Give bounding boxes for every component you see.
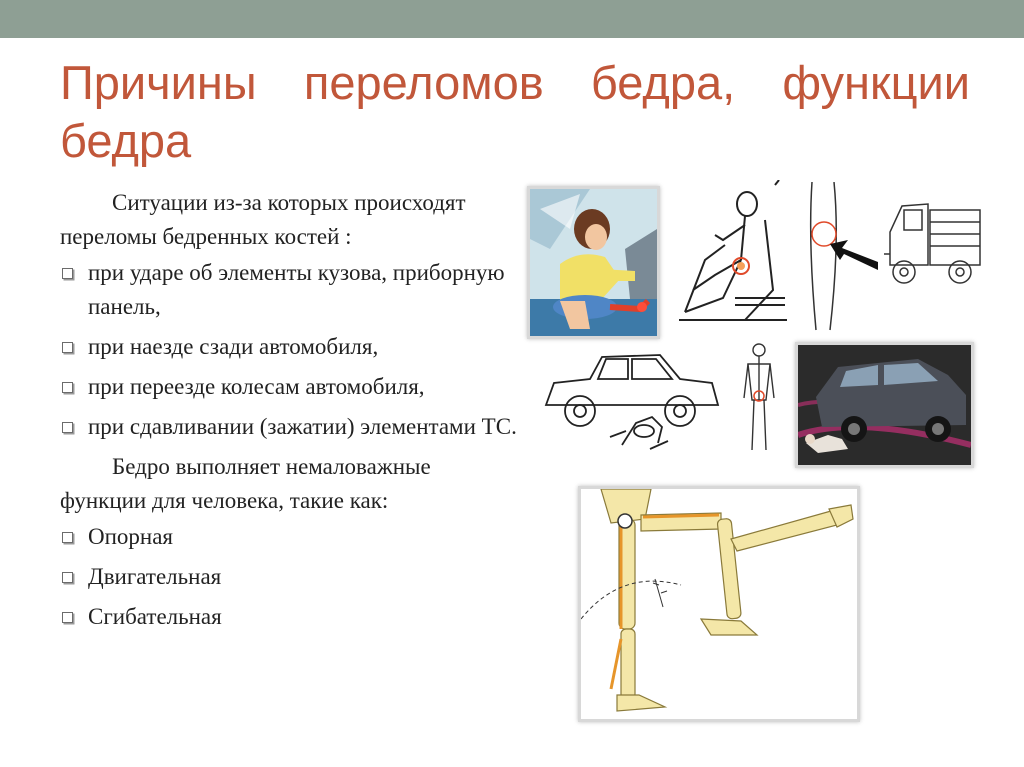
square-bullet-icon <box>62 268 73 279</box>
intro-text: Ситуации из-за которых происходят переломы бедренных костей : <box>60 190 466 249</box>
list-item: Сгибательная <box>60 600 520 634</box>
list-item: при наезде сзади автомобиля, <box>60 330 520 364</box>
driver-impact-illustration <box>527 186 660 339</box>
list-item: при сдавливании (зажатии) элементами ТС. <box>60 410 520 444</box>
square-bullet-icon <box>62 342 73 353</box>
square-bullet-icon <box>62 422 73 433</box>
list-item: Опорная <box>60 520 520 554</box>
suv-accident-illustration <box>795 342 974 468</box>
functions-list <box>60 520 520 634</box>
slide-body <box>60 186 520 640</box>
list-item: при ударе об элементы кузова, приборную панель, <box>60 256 520 324</box>
truck-illustration <box>882 192 982 292</box>
top-band <box>0 0 1024 38</box>
list-item: Двигательная <box>60 560 520 594</box>
square-bullet-icon <box>62 612 73 623</box>
car-pedestrian-illustration <box>540 345 725 455</box>
square-bullet-icon <box>62 532 73 543</box>
square-bullet-icon <box>62 572 73 583</box>
causes-list <box>60 256 520 444</box>
leg-skeleton-illustration <box>578 486 860 722</box>
square-bullet-icon <box>62 382 73 393</box>
list-item: при переезде колесам автомобиля, <box>60 370 520 404</box>
slide-title: Причины переломов бедра, функции бедра <box>60 56 970 167</box>
standing-figure-diagram <box>738 340 780 455</box>
seated-figure-diagram <box>675 180 795 330</box>
leg-impact-diagram <box>800 182 880 332</box>
functions-intro-text: Бедро выполняет немаловажные функции для человека, такие как: <box>60 454 431 513</box>
